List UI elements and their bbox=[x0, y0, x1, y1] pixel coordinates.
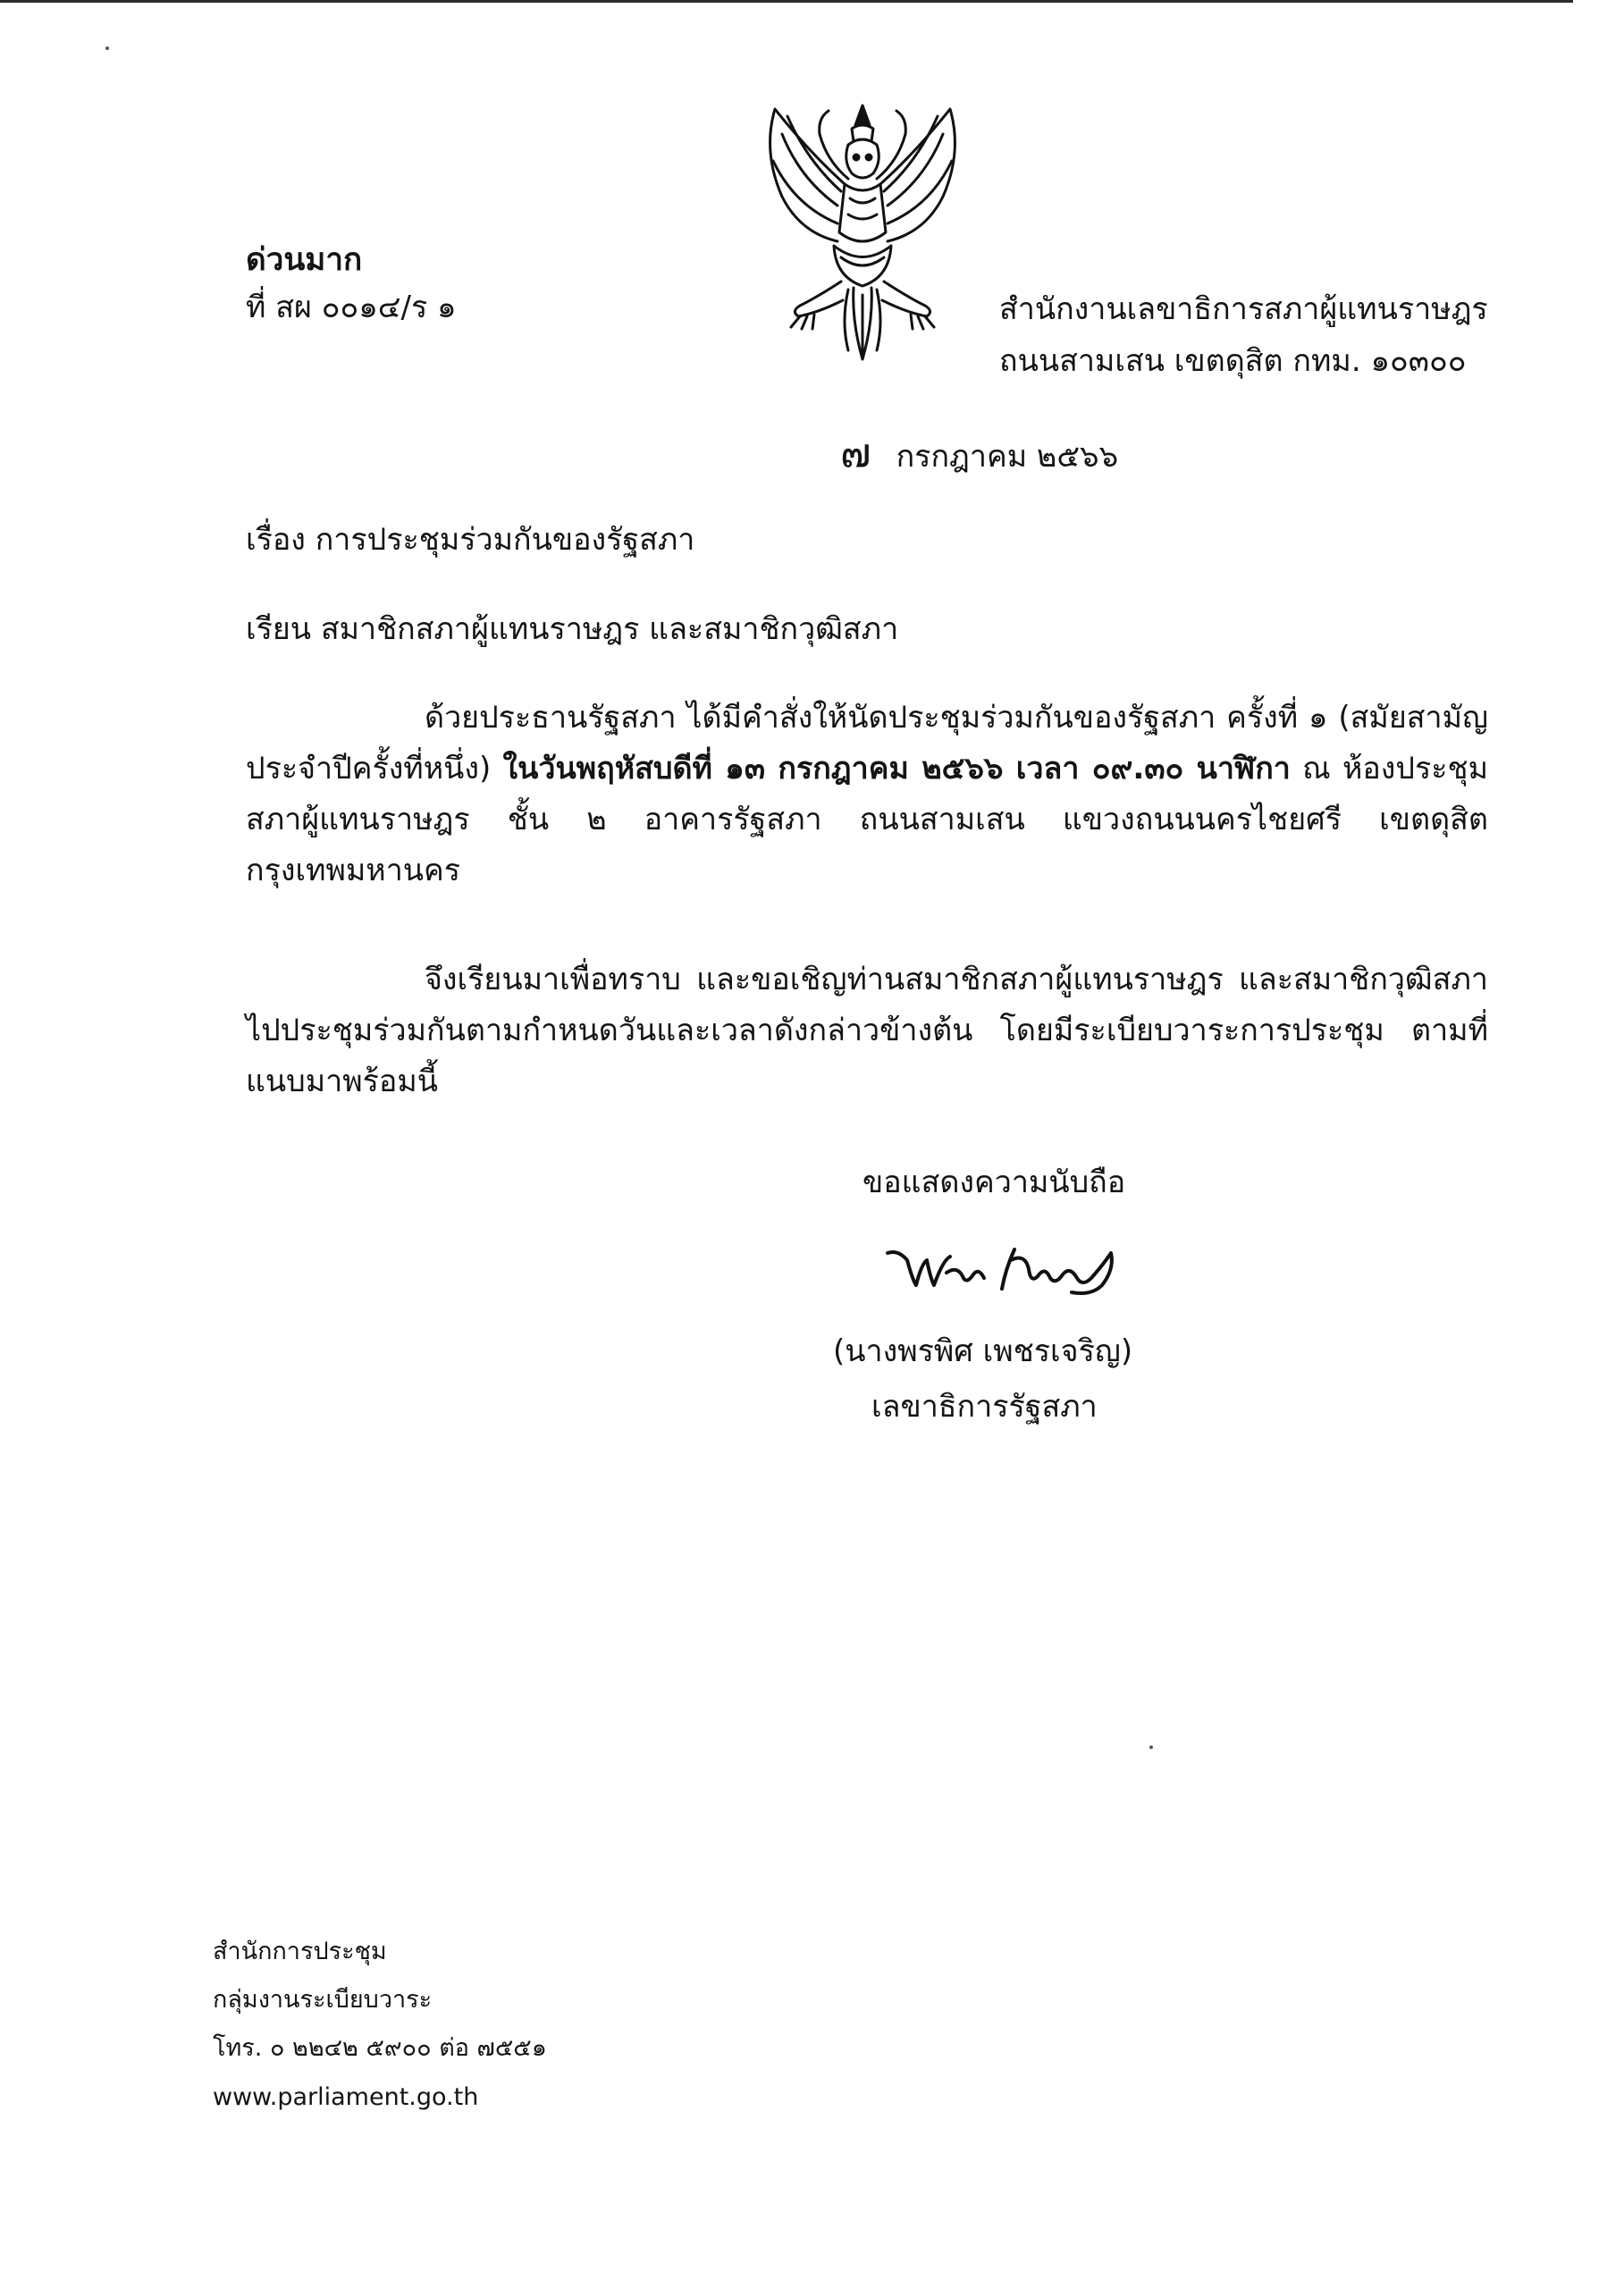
signatory-title: เลขาธิการรัฐสภา bbox=[871, 1389, 1098, 1425]
signatory-name: (นางพรพิศ เพชรเจริญ) bbox=[833, 1333, 1133, 1369]
handwritten-signature-icon bbox=[880, 1233, 1122, 1300]
garuda-emblem-icon bbox=[755, 98, 970, 366]
body-paragraph-1 bbox=[246, 693, 1488, 896]
p2-text: จึงเรียนมาเพื่อทราบ และขอเชิญท่านสมาชิกสภาผู้แทนราษฎร และสมาชิกวุฒิสภา ไปประชุมร่วมกันตามกำหนดวันและเวลาดังกล่าวข้างต้น โดยมีระเบียบวาระการประชุม ตามที่แนบมาพร้อมนี้ bbox=[246, 962, 1488, 1099]
p1-meeting-datetime: ในวันพฤหัสบดีที่ ๑๓ กรกฎาคม ๒๕๖๖ เวลา ๐๙.๓๐ นาฬิกา bbox=[502, 751, 1291, 786]
office-name: สำนักงานเลขาธิการสภาผู้แทนราษฎร bbox=[999, 291, 1488, 327]
p1-intro: ด้วยประธานรัฐสภา ได้มีคำสั่งให้นัดประชุมร่วมกันของรัฐสภา ครั้งที่ ๑ (สมัยสามัญประจำปีครั้งที่หนึ่ง) bbox=[246, 700, 1488, 786]
body-paragraph-2 bbox=[246, 955, 1488, 1107]
urgency-label: ด่วนมาก bbox=[246, 242, 363, 278]
footer-division: กลุ่มงานระเบียบวาระ bbox=[213, 1986, 433, 2014]
scan-speck bbox=[1149, 1745, 1153, 1749]
p1-location: ณ ห้องประชุมสภาผู้แทนราษฎร ชั้น ๒ อาคารรัฐสภา ถนนสามเสน แขวงถนนนครไชยศรี เขตดุสิต กรุงเทพมหานคร bbox=[246, 751, 1488, 888]
date-day: ๗ bbox=[840, 428, 871, 476]
subject-line: เรื่อง การประชุมร่วมกันของรัฐสภา bbox=[246, 522, 695, 558]
addressee-line: เรียน สมาชิกสภาผู้แทนราษฎร และสมาชิกวุฒิสภา bbox=[246, 611, 899, 647]
document-number: ที่ สผ ๐๐๑๔/ร ๑ bbox=[246, 290, 457, 325]
closing-salutation: ขอแสดงความนับถือ bbox=[862, 1165, 1126, 1200]
footer-website: www.parliament.go.th bbox=[213, 2083, 479, 2111]
scan-speck bbox=[105, 46, 109, 50]
letter-date bbox=[840, 427, 1118, 479]
date-month-year: กรกฎาคม ๒๕๖๖ bbox=[896, 439, 1119, 475]
office-address: ถนนสามเสน เขตดุสิต กทม. ๑๐๓๐๐ bbox=[999, 343, 1467, 379]
footer-department: สำนักการประชุม bbox=[213, 1938, 387, 1965]
footer-phone: โทร. ๐ ๒๒๔๒ ๕๙๐๐ ต่อ ๗๕๕๑ bbox=[213, 2034, 547, 2062]
scan-edge-line bbox=[0, 0, 1573, 3]
